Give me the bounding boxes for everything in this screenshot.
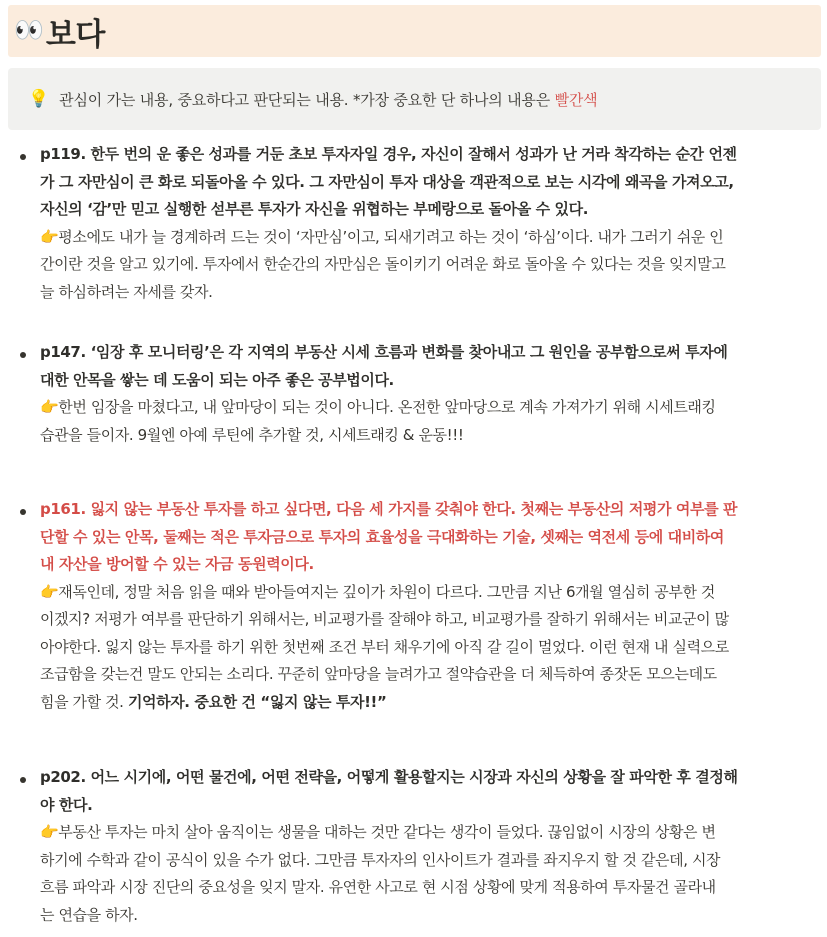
text-span: 하기에 수학과 같이 공식이 있을 수가 없다. 그만큼 투자자의 인사이트가 결과를 좌지우지 할 것 같은데, 시장 [40, 850, 721, 869]
text-line [40, 252, 726, 276]
text-line [40, 607, 729, 631]
text-span: p147. ‘임장 후 모니터링’은 각 지역의 부동산 시세 흐름과 변화를 찾아내고 그 원인을 공부함으로써 투자에 [40, 343, 728, 361]
text-line [40, 340, 727, 364]
text-span: p202. 어느 시기에, 어떤 물건에, 어떤 전략을, 어떻게 활용할지는 시장과 자신의 상황을 잘 파악한 후 결정해 [40, 768, 738, 786]
text-line [40, 662, 717, 686]
text-span: 단할 수 있는 안목, 둘째는 적은 투자금으로 투자의 효율성을 극대화하는 기술, 셋째는 역전세 등에 대비하여 [40, 527, 724, 546]
text-line [40, 395, 716, 419]
text-span: 이겠지? 저평가 여부를 판단하기 위해서는, 비교평가를 잘해야 하고, 비교평가를 잘하기 위해서는 비교군이 많 [40, 610, 729, 628]
callout-main-text: 관심이 가는 내용, 중요하다고 판단되는 내용. *가장 중요한 단 하나의 내용은 [59, 90, 555, 109]
text-span: 평소에도 내가 늘 경계하려 드는 것이 ‘자만심’이고, 되새기려고 하는 것이 ‘하심’이다. 내가 그러기 쉬운 인 [58, 227, 724, 246]
text-line [40, 580, 715, 604]
text-line [40, 903, 138, 927]
bullet-dot-icon [20, 352, 26, 358]
page-heading [8, 5, 821, 57]
text-span: 습관을 들이자. 9월엔 아예 루틴에 추가할 것, 시세트래킹 & 운동!!! [40, 425, 464, 444]
text-line [40, 368, 394, 392]
text-span: 대한 안목을 쌓는 데 도움이 되는 아주 좋은 공부법이다. [40, 370, 394, 389]
heading-title: 보다 [45, 16, 105, 53]
text-span: 늘 하심하려는 자세를 갖자. [40, 282, 213, 301]
pointing-hand-icon: 👉 [40, 398, 59, 416]
text-line [40, 423, 464, 447]
text-span: 아야한다. 잃지 않는 투자를 하기 위한 첫번째 조건 부터 채우기에 아직 갈 길이 멀었다. 이런 현재 내 실력으로 [40, 637, 729, 656]
bullet-dot-icon [20, 154, 26, 160]
text-span: 부동산 투자는 마치 살아 움직이는 생물을 대하는 것만 같다는 생각이 들었다. 끊임없이 시장의 상황은 변 [58, 823, 716, 841]
text-line [40, 793, 92, 817]
text-span: 조급함을 갖는건 말도 안되는 소리다. 꾸준히 앞마당을 늘려가고 절약습관을 더 체득하여 종잣돈 모으는데도 [40, 665, 717, 683]
text-line [40, 525, 724, 549]
text-line [40, 142, 737, 166]
pointing-hand-icon: 👉 [40, 582, 59, 601]
callout-red-text: 빨간색 [554, 90, 598, 109]
text-span: p161. 잃지 않는 부동산 투자를 하고 싶다면, 다음 세 가지를 갖춰야 한다. 첫째는 부동산의 저평가 여부를 판 [40, 500, 738, 518]
text-span: 야 한다. [40, 795, 93, 814]
text-line [40, 497, 737, 521]
text-line [40, 280, 212, 304]
bullet-dot-icon [20, 509, 26, 515]
text-span: 는 연습을 하자. [40, 905, 138, 924]
text-line [40, 552, 314, 576]
text-span: 힘을 가할 것. [40, 692, 128, 711]
text-line [40, 765, 738, 789]
text-span: 간이란 것을 알고 있기에. 투자에서 한순간의 자만심은 돌이키기 어려운 화로 돌아올 수 있다는 것을 잊지말고 [40, 255, 726, 273]
eyes-icon: 👀 [14, 16, 44, 44]
text-line [40, 875, 716, 899]
text-span: p119. 한두 번의 운 좋은 성과를 거둔 초보 투자자일 경우, 자신이 잘해서 성과가 난 거라 착각하는 순간 언젠 [40, 145, 737, 163]
text-line [40, 848, 720, 872]
text-line [40, 170, 734, 194]
text-line [40, 225, 723, 249]
lightbulb-icon: 💡 [28, 89, 50, 109]
text-span: 내 자산을 방어할 수 있는 자금 동원력이다. [40, 555, 314, 573]
callout-text [59, 89, 597, 110]
text-span: 가 그 자만심이 큰 화로 되돌아올 수 있다. 그 자만심이 투자 대상을 객관적으로 보는 시각에 왜곡을 가져오고, [40, 172, 734, 191]
pointing-hand-icon: 👉 [40, 227, 59, 246]
text-line [40, 690, 386, 714]
text-span: 기억하자. 중요한 건 “잃지 않는 투자!!” [127, 692, 387, 711]
text-span: 자신의 ‘감’만 믿고 실행한 섣부른 투자가 자신을 위협하는 부메랑으로 돌아올 수 있다. [40, 200, 589, 218]
callout-box [8, 68, 821, 130]
pointing-hand-icon: 👉 [40, 823, 59, 841]
bullet-dot-icon [20, 777, 26, 783]
text-line [40, 635, 729, 659]
text-span: 한번 임장을 마쳤다고, 내 앞마당이 되는 것이 아니다. 온전한 앞마당으로 계속 가져가기 위해 시세트래킹 [58, 398, 716, 416]
text-line [40, 197, 588, 221]
text-line [40, 820, 716, 844]
text-span: 흐름 파악과 시장 진단의 중요성을 잊지 말자. 유연한 사고로 현 시점 상황에 맞게 적용하여 투자물건 골라내 [40, 878, 716, 896]
text-span: 재독인데, 정말 처음 읽을 때와 받아들여지는 깊이가 차원이 다르다. 그만큼 지난 6개월 열심히 공부한 것 [58, 582, 716, 601]
